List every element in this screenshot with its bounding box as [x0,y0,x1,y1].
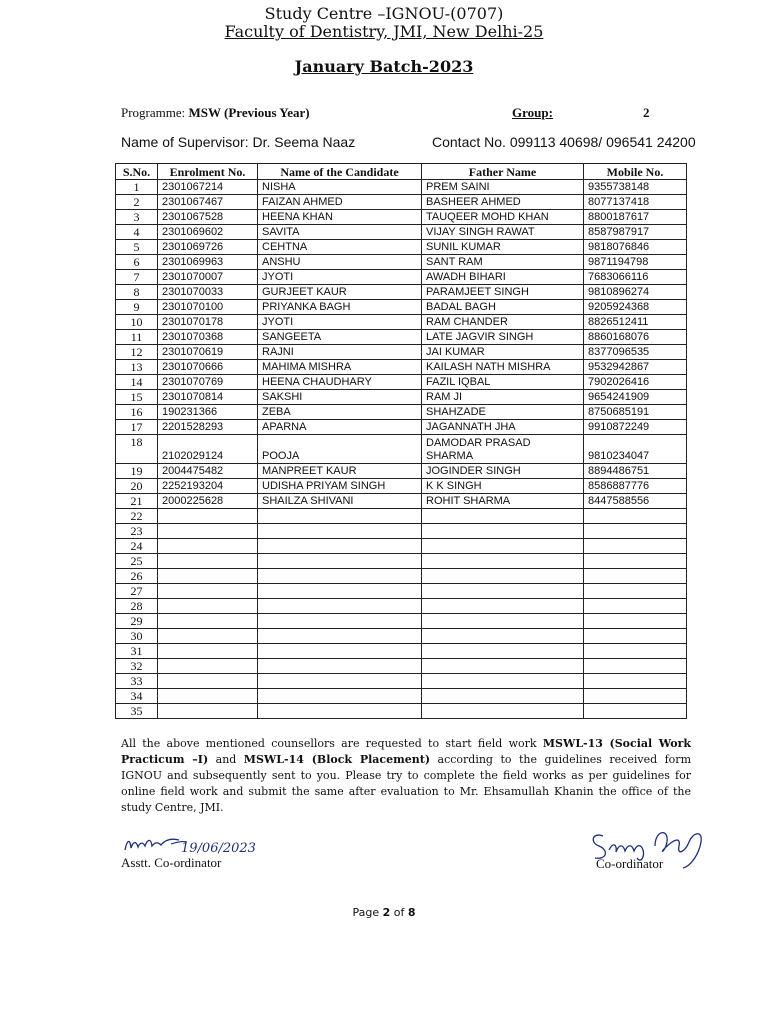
table-row [116,315,687,330]
sno-cell: 22 [116,509,158,524]
father-name-cell [422,584,584,599]
sno-cell: 12 [116,345,158,360]
table-header-row [116,164,687,180]
sno-cell: 1 [116,180,158,195]
enrolment-cell: 2301070666 [158,360,258,375]
father-name-cell: VIJAY SINGH RAWAT [422,225,584,240]
sno-cell: 29 [116,614,158,629]
sno-cell: 20 [116,479,158,494]
candidate-name-cell: SAKSHI [258,390,422,405]
enrolment-cell: 2301070100 [158,300,258,315]
table-row [116,704,687,719]
candidate-name-cell [258,599,422,614]
page-total: 8 [407,906,416,919]
instruction-text-2: and [208,753,244,766]
mobile-cell [584,614,687,629]
mobile-cell: 8826512411 [584,315,687,330]
mobile-cell: 8750685191 [584,405,687,420]
instruction-text-1: All the above mentioned counsellors are requested to start field work [121,737,543,750]
candidate-name-cell [258,539,422,554]
table-row [116,420,687,435]
enrolment-cell: 2252193204 [158,479,258,494]
enrolment-cell: 2201528293 [158,420,258,435]
candidate-name-cell: APARNA [258,420,422,435]
father-name-cell [422,704,584,719]
father-name-cell: LATE JAGVIR SINGH [422,330,584,345]
mobile-cell [584,569,687,584]
sno-cell: 30 [116,629,158,644]
sno-cell: 32 [116,659,158,674]
mobile-cell: 9910872249 [584,420,687,435]
enrolment-cell: 2301070814 [158,390,258,405]
table-row [116,509,687,524]
mobile-cell [584,509,687,524]
candidate-name-cell [258,554,422,569]
father-name-cell: FAZIL IQBAL [422,375,584,390]
table-row [116,210,687,225]
mobile-cell: 9532942867 [584,360,687,375]
father-name-cell [422,644,584,659]
group-value: 2 [643,105,650,120]
father-name-cell [422,509,584,524]
sno-cell: 4 [116,225,158,240]
enrolment-cell: 2301070178 [158,315,258,330]
father-name-cell: JOGINDER SINGH [422,464,584,479]
enrolment-cell: 2301070368 [158,330,258,345]
father-name-header: Father Name [422,164,584,180]
enrolment-cell [158,524,258,539]
mobile-cell: 9810896274 [584,285,687,300]
mobile-cell: 8860168076 [584,330,687,345]
sno-cell: 28 [116,599,158,614]
mobile-cell [584,674,687,689]
mobile-cell [584,539,687,554]
father-name-cell [422,554,584,569]
programme-line [121,105,310,121]
candidate-name-cell: GURJEET KAUR [258,285,422,300]
father-name-cell [422,599,584,614]
table-row [116,195,687,210]
father-name-cell: ROHIT SHARMA [422,494,584,509]
father-name-cell: BASHEER AHMED [422,195,584,210]
mobile-cell [584,689,687,704]
mobile-cell: 7902026416 [584,375,687,390]
father-name-cell [422,629,584,644]
father-name-cell: SANT RAM [422,255,584,270]
table-row [116,539,687,554]
mobile-cell: 9654241909 [584,390,687,405]
enrolment-cell [158,644,258,659]
candidate-name-cell [258,704,422,719]
mobile-cell [584,629,687,644]
sno-cell: 21 [116,494,158,509]
table-row [116,375,687,390]
table-row [116,554,687,569]
mobile-cell: 9818076846 [584,240,687,255]
father-name-cell: RAM CHANDER [422,315,584,330]
table-row [116,225,687,240]
asst-coordinator-title: Asstt. Co-ordinator [121,855,222,870]
sno-cell: 13 [116,360,158,375]
father-name-cell: SUNIL KUMAR [422,240,584,255]
mobile-cell: 8800187617 [584,210,687,225]
sno-cell: 27 [116,584,158,599]
enrolment-cell: 2301069963 [158,255,258,270]
candidates-table [115,163,687,719]
father-name-cell [422,659,584,674]
enrolment-cell [158,584,258,599]
enrolment-cell: 2301067214 [158,180,258,195]
faculty-title [0,22,768,41]
father-name-cell: BADAL BAGH [422,300,584,315]
sno-cell: 16 [116,405,158,420]
table-row [116,584,687,599]
page-prefix: Page [352,906,383,919]
candidate-name-cell: SAVITA [258,225,422,240]
mobile-cell: 8586887776 [584,479,687,494]
sno-cell: 35 [116,704,158,719]
table-row [116,689,687,704]
table-row [116,270,687,285]
contact-number: Contact No. 099113 40698/ 096541 24200 [432,134,696,150]
table-row [116,494,687,509]
candidate-name-cell [258,614,422,629]
group-label: Group: [512,105,553,120]
candidate-name-header: Name of the Candidate [258,164,422,180]
mobile-cell [584,584,687,599]
father-name-cell [422,569,584,584]
father-name-cell: JAI KUMAR [422,345,584,360]
coordinator-title: Co-ordinator [596,856,664,871]
table-row [116,360,687,375]
candidate-name-cell [258,569,422,584]
programme-label: Programme: [121,105,186,120]
candidate-name-cell: MAHIMA MISHRA [258,360,422,375]
enrolment-header: Enrolment No. [158,164,258,180]
faculty-title-text: Faculty of Dentistry, JMI, New Delhi-25 [224,22,544,41]
table-row [116,345,687,360]
table-row [116,674,687,689]
supervisor-name: Name of Supervisor: Dr. Seema Naaz [121,134,356,150]
table-row [116,614,687,629]
candidate-name-cell: FAIZAN AHMED [258,195,422,210]
sno-cell: 33 [116,674,158,689]
father-name-cell: AWADH BIHARI [422,270,584,285]
enrolment-cell [158,569,258,584]
sno-cell: 24 [116,539,158,554]
page-of: of [390,906,408,919]
enrolment-cell [158,704,258,719]
asst-signature-date: 19/06/2023 [181,841,256,856]
enrolment-cell: 2301070769 [158,375,258,390]
enrolment-cell: 2301070033 [158,285,258,300]
enrolment-cell: 2301070007 [158,270,258,285]
enrolment-cell: 2301070619 [158,345,258,360]
enrolment-cell [158,539,258,554]
enrolment-cell: 190231366 [158,405,258,420]
mobile-cell: 9355738148 [584,180,687,195]
sno-cell: 5 [116,240,158,255]
sno-header: S.No. [116,164,158,180]
enrolment-cell [158,509,258,524]
candidate-name-cell: SHAILZA SHIVANI [258,494,422,509]
study-centre-title: Study Centre –IGNOU-(0707) [264,4,504,23]
mobile-cell: 9810234047 [584,435,687,464]
candidate-name-cell [258,629,422,644]
candidate-name-cell: HEENA CHAUDHARY [258,375,422,390]
candidate-name-cell: SANGEETA [258,330,422,345]
sno-cell: 17 [116,420,158,435]
father-name-cell: TAUQEER MOHD KHAN [422,210,584,225]
candidate-name-cell: ANSHU [258,255,422,270]
sno-cell: 8 [116,285,158,300]
sno-cell: 6 [116,255,158,270]
enrolment-cell: 2301069726 [158,240,258,255]
mobile-cell [584,644,687,659]
enrolment-cell [158,629,258,644]
table-row [116,405,687,420]
enrolment-cell [158,659,258,674]
candidate-name-cell: RAJNI [258,345,422,360]
father-name-cell: SHAHZADE [422,405,584,420]
programme-value: MSW (Previous Year) [188,105,310,120]
father-name-cell: K K SINGH [422,479,584,494]
mobile-cell: 8894486751 [584,464,687,479]
father-name-cell: KAILASH NATH MISHRA [422,360,584,375]
instruction-paragraph [121,736,691,816]
table-row [116,435,687,464]
batch-title [0,57,768,76]
father-name-cell [422,539,584,554]
mobile-header: Mobile No. [584,164,687,180]
sno-cell: 18 [116,435,158,464]
table-row [116,240,687,255]
sno-cell: 34 [116,689,158,704]
candidate-name-cell [258,689,422,704]
table-row [116,180,687,195]
table-row [116,599,687,614]
enrolment-cell [158,599,258,614]
table-row [116,629,687,644]
enrolment-cell: 2102029124 [158,435,258,464]
mobile-cell [584,524,687,539]
enrolment-cell: 2301067467 [158,195,258,210]
candidate-name-cell: NISHA [258,180,422,195]
sno-cell: 3 [116,210,158,225]
enrolment-cell [158,674,258,689]
instruction-course-2: MSWL-14 (Block Placement) [243,753,431,766]
table-row [116,330,687,345]
mobile-cell: 8377096535 [584,345,687,360]
table-row [116,390,687,405]
candidate-name-cell: JYOTI [258,315,422,330]
mobile-cell: 9205924368 [584,300,687,315]
sno-cell: 31 [116,644,158,659]
mobile-cell: 8447588556 [584,494,687,509]
sno-cell: 25 [116,554,158,569]
enrolment-cell: 2004475482 [158,464,258,479]
sno-cell: 23 [116,524,158,539]
enrolment-cell: 2301067528 [158,210,258,225]
table-body [116,180,687,719]
sno-cell: 2 [116,195,158,210]
candidate-name-cell [258,584,422,599]
table-row [116,659,687,674]
candidate-name-cell: JYOTI [258,270,422,285]
batch-title-text: January Batch-2023 [294,57,474,76]
table-row [116,569,687,584]
enrolment-cell [158,554,258,569]
candidate-name-cell: ZEBA [258,405,422,420]
sno-cell: 9 [116,300,158,315]
father-name-cell [422,524,584,539]
mobile-cell [584,704,687,719]
sno-cell: 15 [116,390,158,405]
enrolment-cell [158,689,258,704]
father-name-cell [422,614,584,629]
table-row [116,524,687,539]
enrolment-cell: 2301069602 [158,225,258,240]
candidate-name-cell: UDISHA PRIYAM SINGH [258,479,422,494]
candidate-name-cell [258,524,422,539]
father-name-cell [422,689,584,704]
sno-cell: 10 [116,315,158,330]
mobile-cell: 8077137418 [584,195,687,210]
table-row [116,255,687,270]
table-row [116,479,687,494]
sno-cell: 11 [116,330,158,345]
instruction-course-1: MSWL-13 (Social Work Practicum –I) [121,737,692,766]
asst-coordinator-signature [121,830,261,856]
table-row [116,300,687,315]
sno-cell: 14 [116,375,158,390]
father-name-cell [422,674,584,689]
enrolment-cell: 2000225628 [158,494,258,509]
page-number [0,906,768,919]
candidate-name-cell: POOJA [258,435,422,464]
candidate-name-cell [258,509,422,524]
candidate-name-cell: HEENA KHAN [258,210,422,225]
candidate-name-cell: PRIYANKA BAGH [258,300,422,315]
candidate-name-cell [258,659,422,674]
candidate-name-cell: MANPREET KAUR [258,464,422,479]
mobile-cell: 7683066116 [584,270,687,285]
father-name-cell: RAM JI [422,390,584,405]
mobile-cell [584,599,687,614]
father-name-cell: PARAMJEET SINGH [422,285,584,300]
page-current: 2 [382,906,391,919]
mobile-cell [584,554,687,569]
mobile-cell: 9871194798 [584,255,687,270]
table-row [116,464,687,479]
enrolment-cell [158,614,258,629]
sno-cell: 7 [116,270,158,285]
candidate-name-cell: CEHTNA [258,240,422,255]
father-name-cell: PREM SAINI [422,180,584,195]
instruction-text-3: according to the guidelines received form IGNOU and subsequently sent to you. Please try to complete the field works as per guidelines for online field work and submit the same after evaluation to Mr. Ehsamullah Khanin the office of the study Centre, JMI. [121,753,691,814]
mobile-cell: 8587987917 [584,225,687,240]
father-name-cell: DAMODAR PRASAD SHARMA [422,435,584,464]
sno-cell: 19 [116,464,158,479]
father-name-cell: JAGANNATH JHA [422,420,584,435]
table-row [116,285,687,300]
sno-cell: 26 [116,569,158,584]
candidate-name-cell [258,644,422,659]
mobile-cell [584,659,687,674]
candidate-name-cell [258,674,422,689]
table-row [116,644,687,659]
